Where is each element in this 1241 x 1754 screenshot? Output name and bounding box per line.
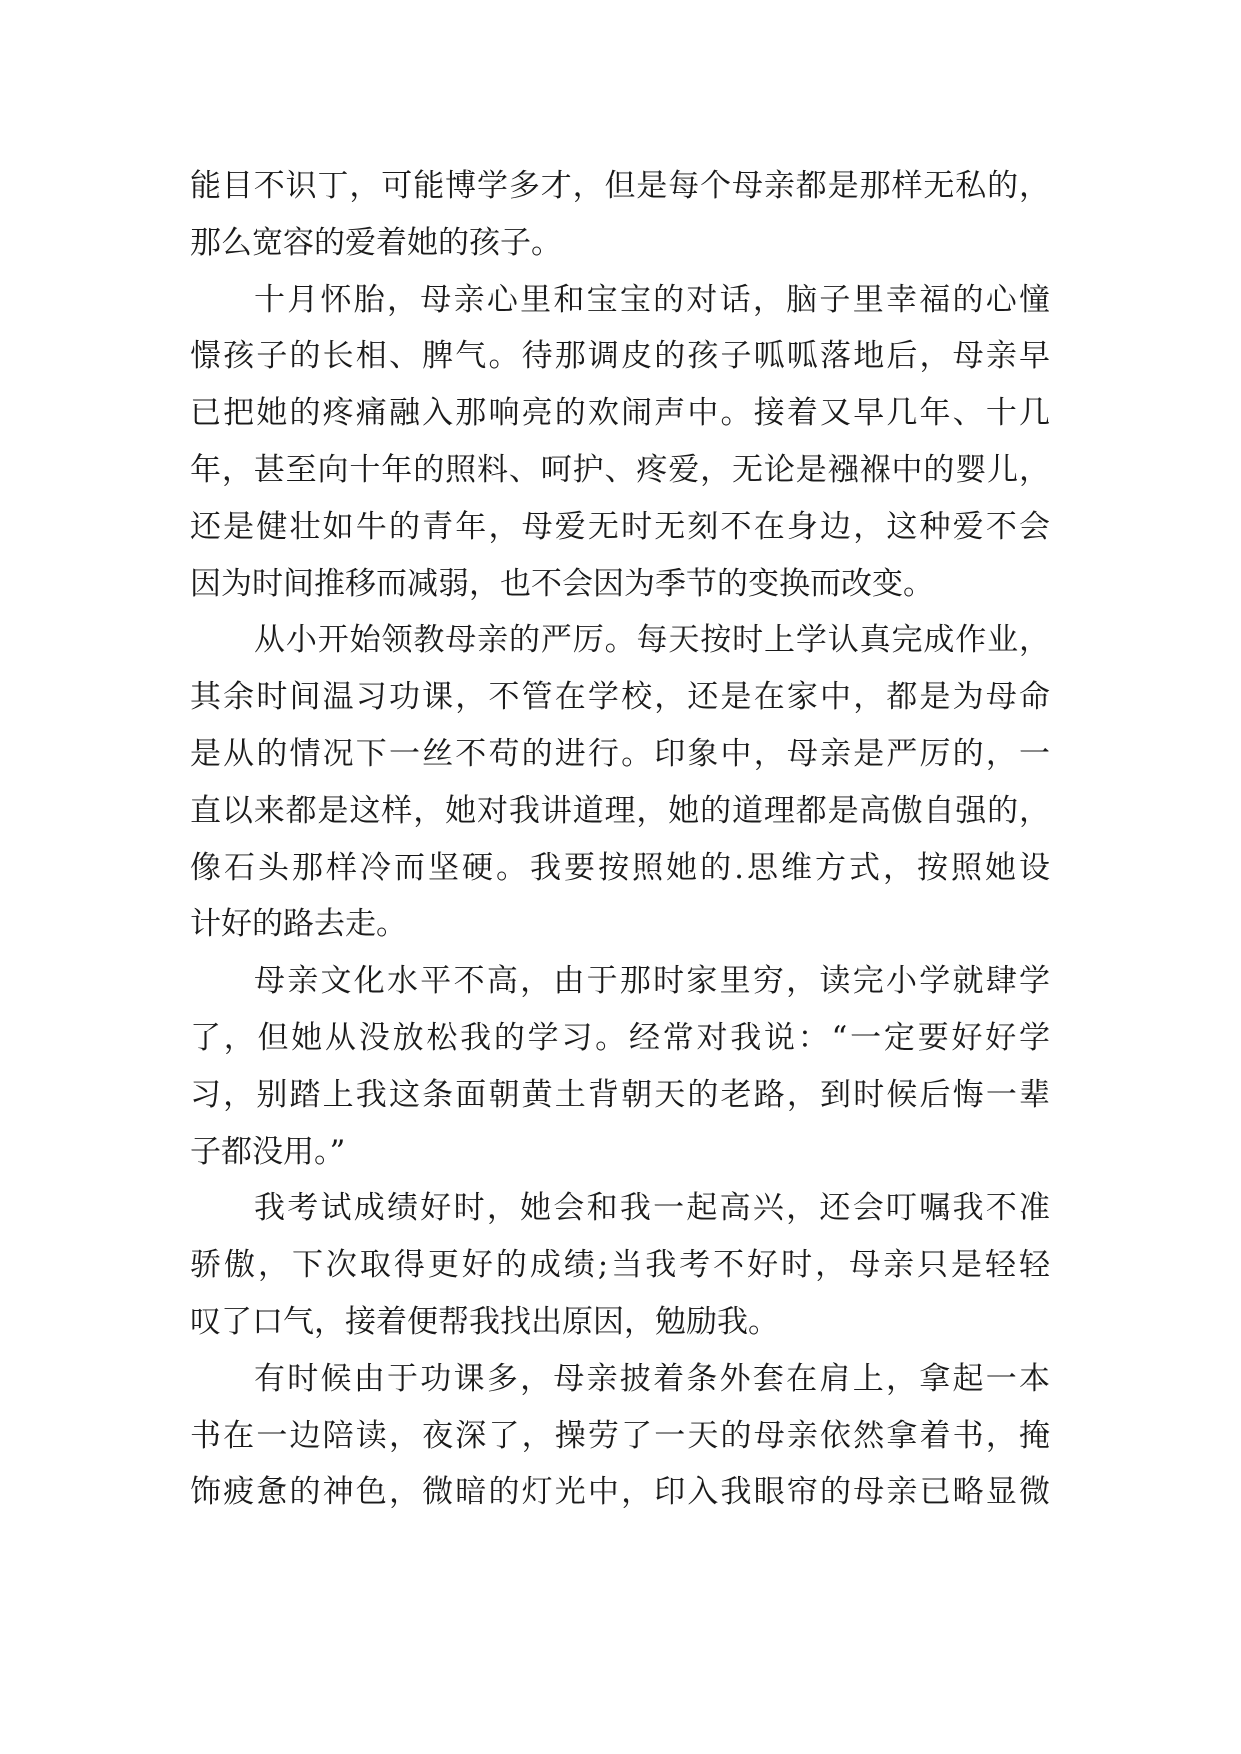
paragraph-first-line: 十月怀胎，母亲心里和宝宝的对话，脑子里幸福的心憧 <box>254 281 1050 318</box>
text-line: 骄傲，下次取得更好的成绩;当我考不好时，母亲只是轻轻 <box>190 1247 1050 1284</box>
text-line: 直以来都是这样，她对我讲道理，她的道理都是高傲自强的， <box>190 792 1050 829</box>
text-line: 能目不识丁，可能博学多才，但是每个母亲都是那样无私的， <box>190 168 1050 204</box>
paragraph-first-line: 从小开始领教母亲的严厉。每天按时上学认真完成作业， <box>254 622 1050 659</box>
paragraph-first-line: 有时候由于功课多，母亲披着条外套在肩上，拿起一本 <box>254 1360 1050 1397</box>
document-body <box>190 158 1050 1521</box>
text-line: 书在一边陪读，夜深了，操劳了一天的母亲依然拿着书，掩 <box>190 1417 1050 1454</box>
text-line: 习，别踏上我这条面朝黄土背朝天的老路，到时候后悔一辈 <box>190 1076 1050 1113</box>
text-line: 已把她的疼痛融入那响亮的欢闹声中。接着又早几年、十几 <box>190 395 1050 432</box>
text-line: 年，甚至向十年的照料、呵护、疼爱，无论是襁褓中的婴儿， <box>190 451 1050 488</box>
text-line: 是从的情况下一丝不苟的进行。印象中，母亲是严厉的，一 <box>190 735 1050 772</box>
text-line: 还是健壮如牛的青年，母爱无时无刻不在身边，这种爱不会 <box>190 508 1050 545</box>
text-line: 计好的路去走。 <box>190 906 407 943</box>
text-line: 因为时间推移而减弱，也不会因为季节的变换而改变。 <box>190 565 934 602</box>
text-line: 子都没用。” <box>190 1133 346 1170</box>
text-line: 了，但她从没放松我的学习。经常对我说：“一定要好好学 <box>190 1019 1050 1056</box>
text-line: 憬孩子的长相、脾气。待那调皮的孩子呱呱落地后，母亲早 <box>190 338 1050 375</box>
text-line: 那么宽容的爱着她的孩子。 <box>190 224 562 261</box>
text-line: 像石头那样冷而坚硬。我要按照她的.思维方式，按照她设 <box>190 849 1050 886</box>
text-line: 叹了口气，接着便帮我找出原因，勉励我。 <box>190 1303 779 1340</box>
text-line: 其余时间温习功课，不管在学校，还是在家中，都是为母命 <box>190 679 1050 716</box>
text-line: 饰疲惫的神色，微暗的灯光中，印入我眼帘的母亲已略显微 <box>190 1474 1050 1511</box>
paragraph-first-line: 母亲文化水平不高，由于那时家里穷，读完小学就肆学 <box>254 963 1050 1000</box>
paragraph-first-line: 我考试成绩好时，她会和我一起高兴，还会叮嘱我不准 <box>254 1190 1050 1227</box>
